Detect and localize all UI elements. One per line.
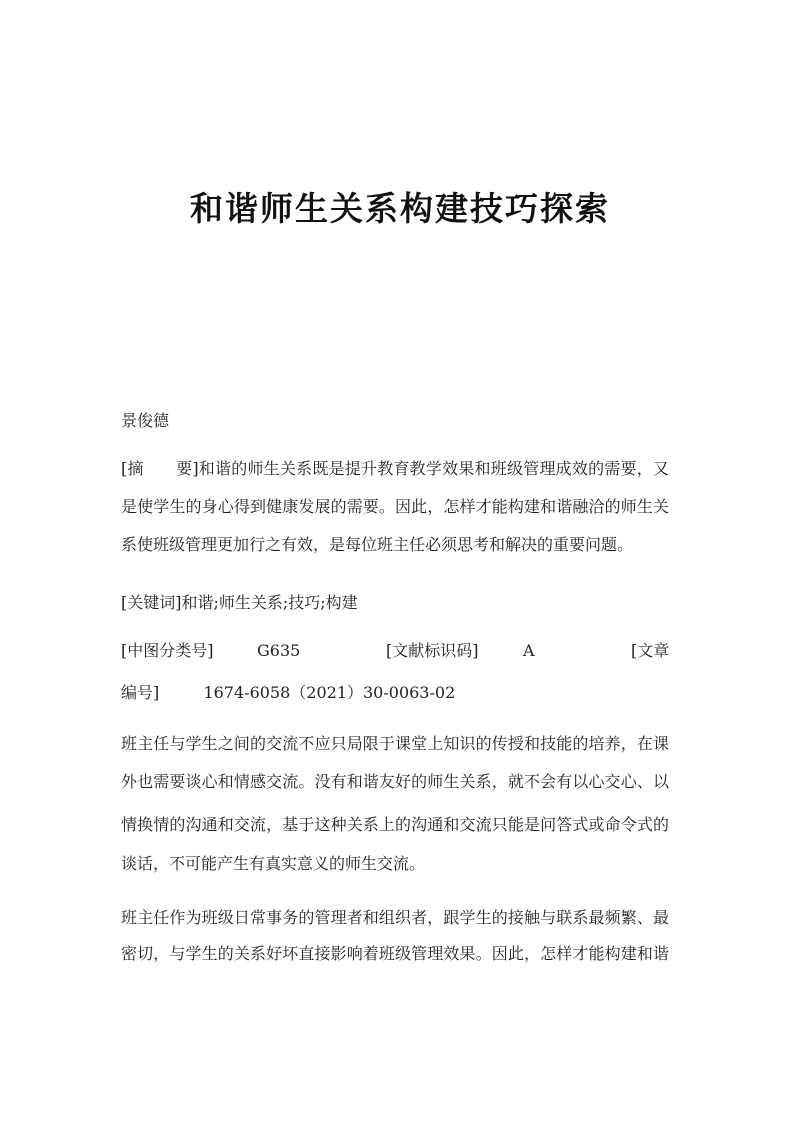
article-number-line <box>121 682 455 704</box>
abstract-line: 是使学生的身心得到健康发展的需要。因此，怎样才能构建和谐融洽的师生关 <box>121 497 669 516</box>
body-line: 密切，与学生的关系好坏直接影响着班级管理效果。因此，怎样才能构建和谐 <box>121 944 669 963</box>
author-name: 景俊德 <box>121 411 170 430</box>
abstract-line: 系使班级管理更加行之有效，是每位班主任必须思考和解决的重要问题。 <box>121 535 634 554</box>
article-number-value: 1674-6058（2021）30-0063-02 <box>203 683 456 702</box>
article-number-label: [文章 <box>631 641 670 660</box>
article-number-label-cont: 编号] <box>121 683 160 702</box>
doc-code-value: A <box>523 641 535 660</box>
abstract-line: [摘 要]和谐的师生关系既是提升教育教学效果和班级管理成效的需要，又 <box>121 459 669 478</box>
body-line: 谈话，不可能产生有真实意义的师生交流。 <box>121 854 426 873</box>
clc-label: [中图分类号] <box>121 641 214 660</box>
body-line: 班主任作为班级日常事务的管理者和组织者，跟学生的接触与联系最频繁、最 <box>121 908 669 927</box>
body-line: 班主任与学生之间的交流不应只局限于课堂上知识的传授和技能的培养，在课 <box>121 734 669 753</box>
keywords-line: [关键词]和谐;师生关系;技巧;构建 <box>121 593 358 612</box>
body-line: 外也需要谈心和情感交流。没有和谐友好的师生关系，就不会有以心交心、以 <box>121 772 669 791</box>
doc-code-label: [文献标识码] <box>386 641 479 660</box>
clc-value: G635 <box>257 641 301 660</box>
article-title: 和谐师生关系构建技巧探索 <box>190 189 610 228</box>
body-line: 情换情的沟通和交流，基于这种关系上的沟通和交流只能是问答式或命令式的 <box>121 815 669 834</box>
